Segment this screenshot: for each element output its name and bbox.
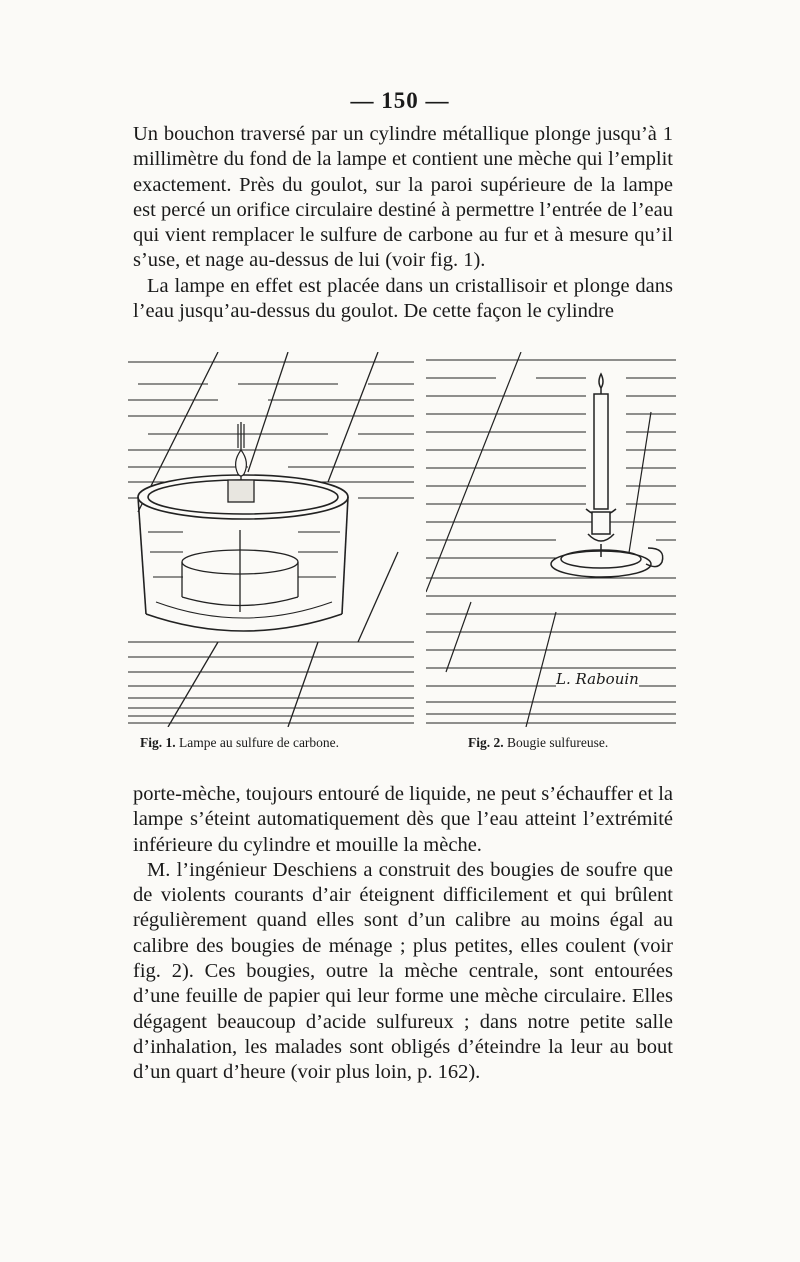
figure-2-caption — [468, 735, 608, 751]
figure-1-caption-text: Lampe au sulfure de carbone. — [179, 735, 340, 750]
paragraph: M. l’ingénieur Deschiens a construit des bougies de soufre que de violents courants d’air éteignent difficilement et qui brûlent régulièrement quand elles sont d’un calibre au moins égal au calibre des bougies de ménage ; plus petites, elles coulent (voir fig. 2). Ces bougies, outre la mèche centrale, sont entourées d’une feuille de papier qui leur forme une mèche circulaire. Elles dégagent beaucoup d’acide sulfureux ; dans notre petite salle d’inhalation, les malades sont obligés d’éteindre la leur au bout d’un quart d’heure (voir plus loin, p. 162). — [133, 858, 673, 1084]
page-number: — 150 — — [350, 88, 450, 113]
figure-2-caption-text: Bougie sulfureuse. — [507, 735, 609, 750]
water-lines — [148, 532, 340, 577]
paragraph: Un bouchon traversé par un cylindre métallique plonge jusqu’à 1 millimètre du fond de la lampe et contient une mèche qui l’emplit exactement. Près du goulot, sur la paroi supérieure de la lampe est percé un orifice circulaire destiné à permettre l’entrée de l’eau qui vient remplacer le sulfure de carbone au fur et à mesure qu’il s’use, et nage au-dessus de lui (voir fig. 1). — [133, 123, 673, 272]
perspective-lines — [138, 352, 398, 727]
candle-holder — [551, 509, 663, 577]
paragraph: La lampe en effet est placée dans un cristallisoir et plonge dans l’eau jusqu’au-dessus du goulot. De cette façon le cylindre — [133, 274, 673, 323]
figure-1-lamp-illustration — [128, 352, 414, 727]
text-block-top — [133, 122, 673, 324]
candle — [594, 374, 608, 509]
paragraph: porte-mèche, toujours entouré de liquide, ne peut s’échauffer et la lampe s’éteint automatiquement dès que l’eau atteint l’extrémité inférieure du cylindre et mouille la mèche. — [133, 783, 673, 856]
figure-2-candle-illustration — [426, 352, 676, 727]
background-hatching — [128, 362, 414, 723]
background-hatching — [426, 360, 676, 723]
figure-2-label: Fig. 2. — [468, 735, 504, 750]
figure-1-label: Fig. 1. — [140, 735, 176, 750]
figure-1-caption — [140, 735, 339, 751]
text-block-bottom — [133, 782, 673, 1086]
engraver-signature: L. Rabouin — [556, 670, 639, 688]
